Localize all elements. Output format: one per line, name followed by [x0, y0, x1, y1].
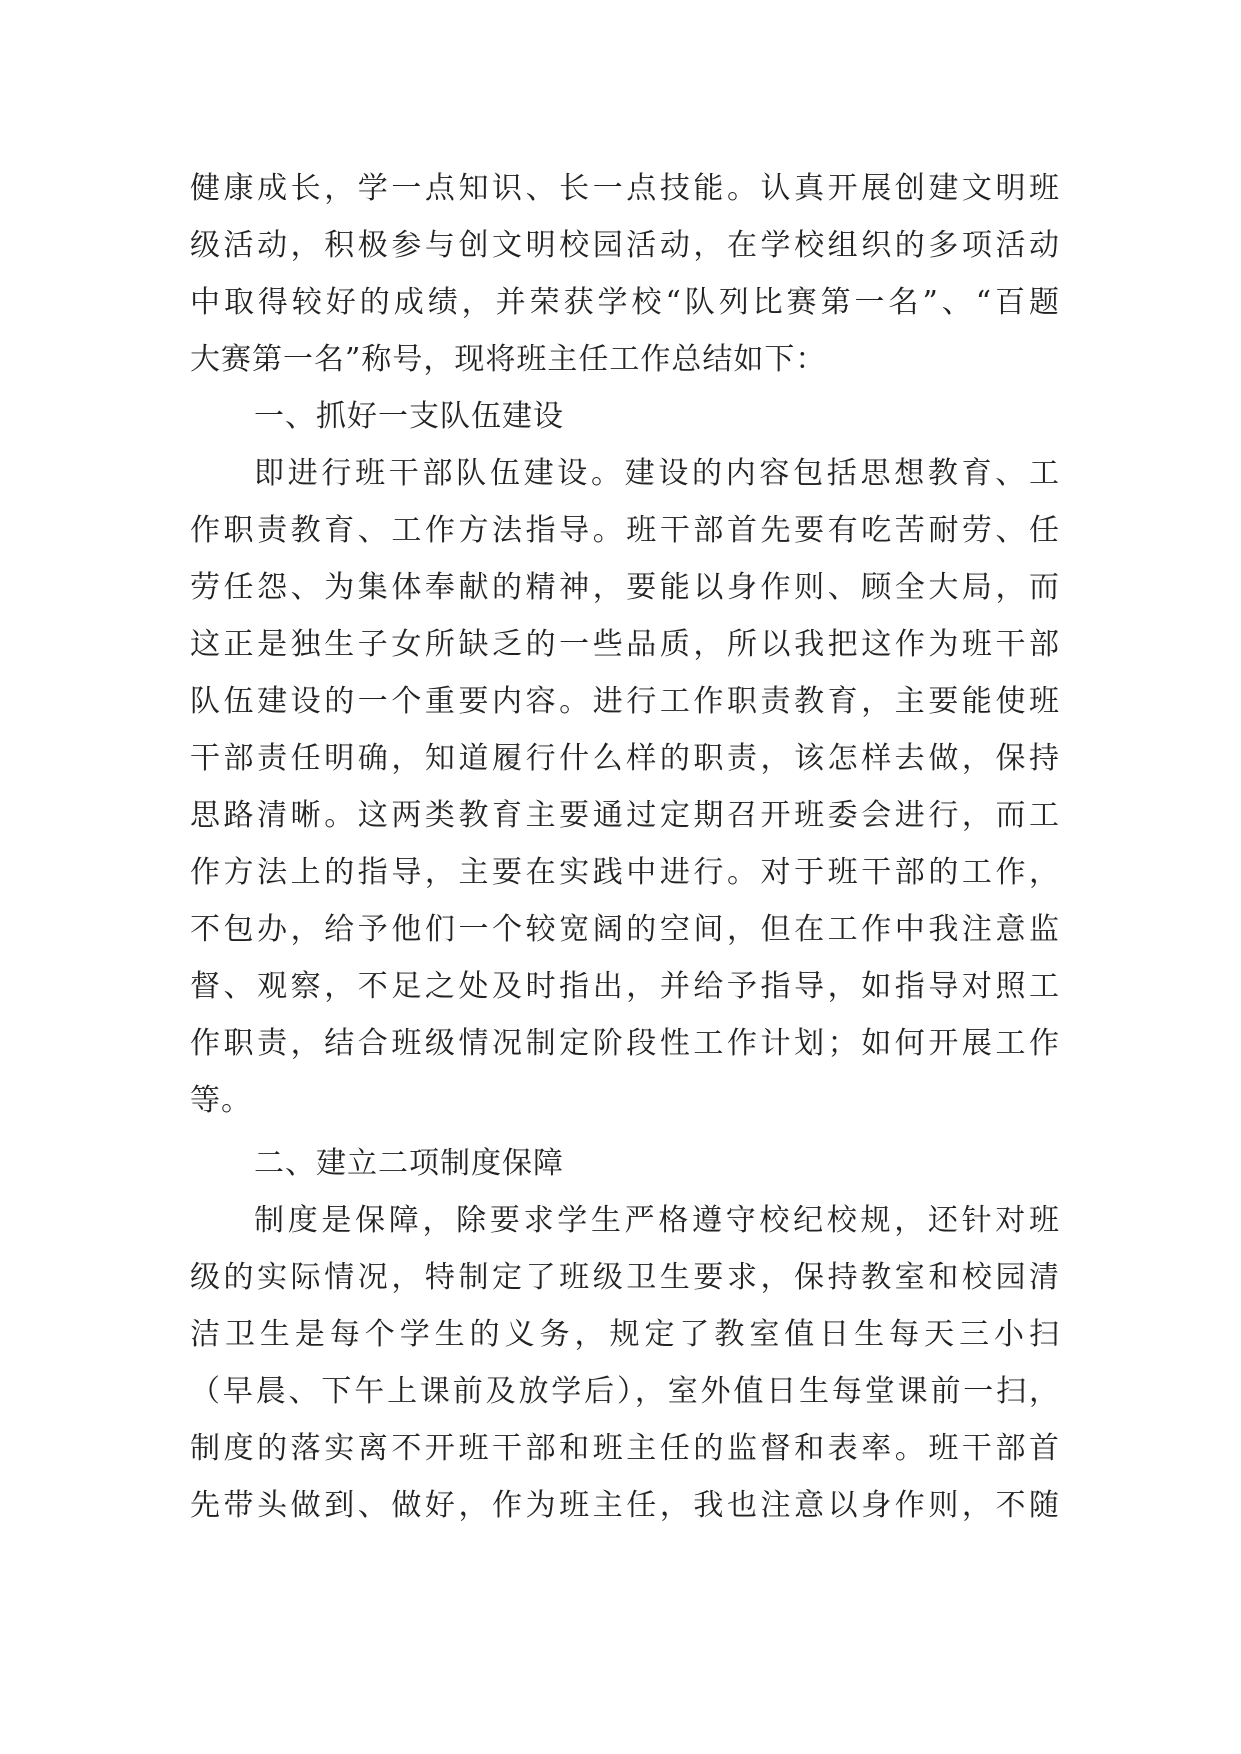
paragraph-line: 制度的落实离不开班干部和班主任的监督和表率。班干部首 [190, 1431, 1060, 1466]
paragraph-line: 督、观察，不足之处及时指出，并给予指导，如指导对照工 [190, 969, 1060, 1004]
paragraph-line: 制度是保障，除要求学生严格遵守校纪校规，还针对班 [254, 1203, 1060, 1238]
paragraph-line: 洁卫生是每个学生的义务，规定了教室值日生每天三小扫 [190, 1317, 1060, 1352]
paragraph-line: 健康成长，学一点知识、长一点技能。认真开展创建文明班 [190, 171, 1060, 206]
paragraph-line: 这正是独生子女所缺乏的一些品质，所以我把这作为班干部 [190, 627, 1060, 662]
paragraph-line: 思路清晰。这两类教育主要通过定期召开班委会进行，而工 [190, 798, 1060, 833]
paragraph-line: 劳任怨、为集体奉献的精神，要能以身作则、顾全大局，而 [190, 570, 1060, 605]
section-heading-1: 一、抓好一支队伍建设 [254, 399, 564, 434]
paragraph-line: 级活动，积极参与创文明校园活动，在学校组织的多项活动 [190, 228, 1060, 263]
paragraph-line: 作方法上的指导，主要在实践中进行。对于班干部的工作， [190, 855, 1060, 890]
document-body [190, 160, 1060, 1534]
paragraph-line: 等。 [190, 1083, 252, 1118]
paragraph-line: 作职责，结合班级情况制定阶段性工作计划；如何开展工作 [190, 1026, 1060, 1061]
paragraph-line: 作职责教育、工作方法指导。班干部首先要有吃苦耐劳、任 [190, 513, 1060, 548]
paragraph-line: 先带头做到、做好，作为班主任，我也注意以身作则，不随 [190, 1488, 1060, 1523]
paragraph-line: 即进行班干部队伍建设。建设的内容包括思想教育、工 [254, 456, 1060, 491]
paragraph-line: （早晨、下午上课前及放学后），室外值日生每堂课前一扫， [190, 1374, 1060, 1409]
section-heading-2: 二、建立二项制度保障 [254, 1146, 564, 1181]
paragraph-line: 大赛第一名”称号，现将班主任工作总结如下： [190, 342, 827, 377]
paragraph-line: 队伍建设的一个重要内容。进行工作职责教育，主要能使班 [190, 684, 1060, 719]
paragraph-line: 不包办，给予他们一个较宽阔的空间，但在工作中我注意监 [190, 912, 1060, 947]
paragraph-line: 干部责任明确，知道履行什么样的职责，该怎样去做，保持 [190, 741, 1060, 776]
paragraph-line: 中取得较好的成绩，并荣获学校“队列比赛第一名”、“百题 [190, 285, 1060, 320]
paragraph-line: 级的实际情况，特制定了班级卫生要求，保持教室和校园清 [190, 1260, 1060, 1295]
